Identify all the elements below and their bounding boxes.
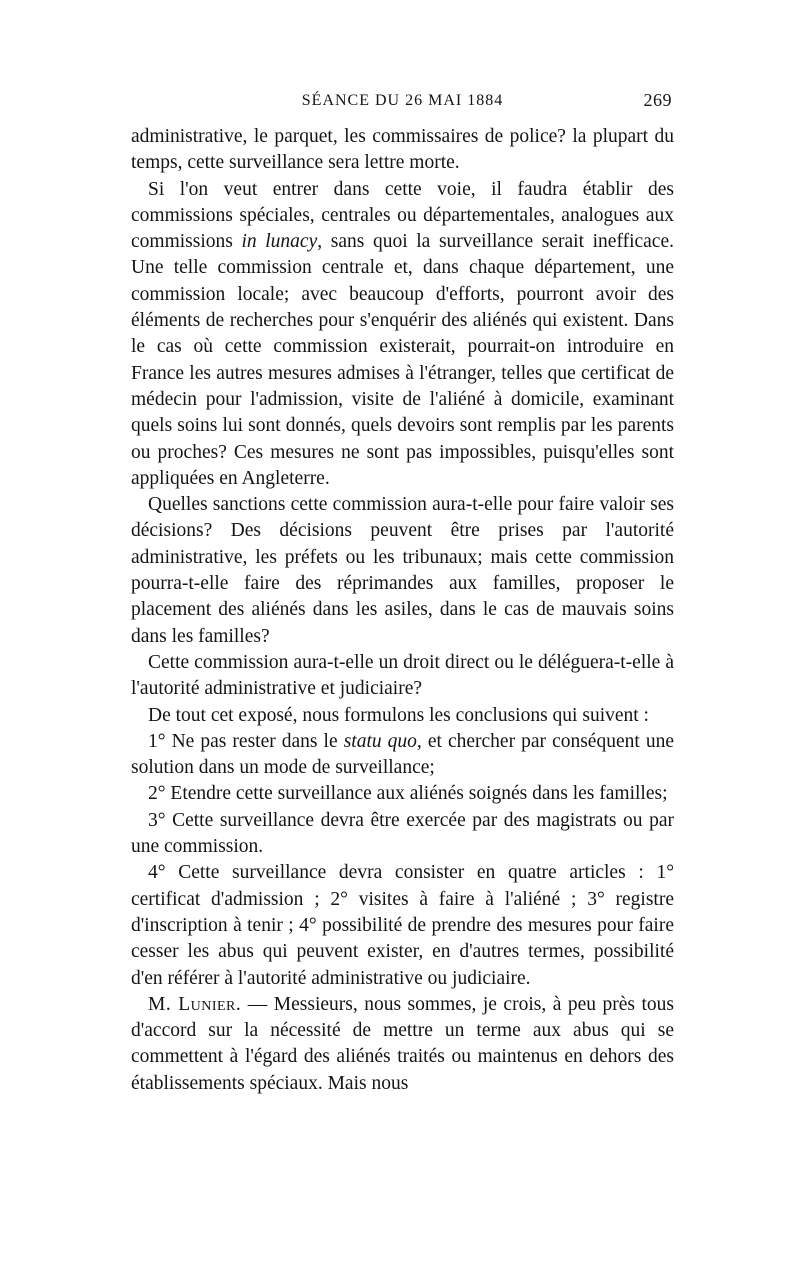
paragraph — [131, 781, 674, 807]
text-run: 2° Etendre cette surveillance aux aliénés soignés dans les familles; — [148, 783, 668, 805]
page-number: 269 — [643, 90, 672, 110]
text-run: Si l'on veut entrer dans cette voie, il faudra établir des commissions spéciales, centrales ou départementales, analogues aux commissions — [131, 178, 674, 253]
body-text — [131, 124, 674, 1097]
italic-phrase: in lunacy — [241, 231, 318, 253]
paragraph — [131, 124, 674, 177]
italic-phrase: statu quo — [343, 730, 417, 752]
speaker-name: M. Lunier. — [148, 993, 242, 1015]
text-run: administrative, le parquet, les commissaires de police? la plupart du temps, cette surveillance sera lettre morte. — [131, 126, 674, 174]
paragraph — [131, 703, 674, 729]
text-run: 1° Ne pas rester dans le — [148, 730, 344, 752]
paragraph — [131, 492, 674, 650]
text-run: 3° Cette surveillance devra être exercée par des magistrats ou par une commission. — [131, 809, 674, 858]
text-run: Quelles sanctions cette commission aura-t-elle pour faire valoir ses décisions? Des décisions peuvent être prises par l'autorité administrative, les préfets ou les tribunaux; mais cette commission pourra-t-elle faire des réprimandes aux familles, proposer le placement des aliénés dans les asiles, dans le cas de mauvais soins dans les familles? — [131, 494, 674, 647]
paragraph — [131, 808, 674, 861]
paragraph — [131, 860, 674, 991]
text-run: De tout cet exposé, nous formulons les conclusions qui suivent : — [148, 704, 649, 726]
text-run: , sans quoi la surveillance serait inefficace. Une telle commission centrale et, dans chaque département, une commission locale; avec beaucoup d'efforts, pourront avoir des éléments de recherches pour s'enquérir des aliénés qui existent. Dans le cas où cette commission existerait, pourrait-on introduire en France les autres mesures admises à l'étranger, telles que certificat de médecin pour l'admission, visite de l'aliéné à domicile, examinant quels soins lui sont donnés, quels devoirs sont remplis par les parents ou proches? Ces mesures ne sont pas impossibles, puisqu'elles sont appliquées en Angleterre. — [131, 231, 674, 489]
text-run: — Messieurs, nous sommes, je crois, à peu près tous d'accord sur la nécessité de mettre un terme aux abus qui se commettent à l'égard des aliénés traités ou maintenus en dehors des établissements spéciaux. Mais nous — [131, 993, 674, 1094]
text-run: Cette commission aura-t-elle un droit direct ou le déléguera-t-elle à l'autorité administrative et judiciaire? — [131, 651, 674, 700]
book-page — [131, 90, 674, 1097]
paragraph — [131, 177, 674, 493]
paragraph — [131, 992, 674, 1097]
text-run: 4° Cette surveillance devra consister en quatre articles : 1° certificat d'admission ; 2° visites à faire à l'aliéné ; 3° registre d'inscription à tenir ; 4° possibilité de prendre des mesures pour faire cesser les abus qui peuvent exister, en d'autres termes, possibilité d'en référer à l'autorité administrative ou judiciaire. — [131, 862, 674, 989]
paragraph — [131, 650, 674, 703]
running-head: SÉANCE DU 26 MAI 1884 — [301, 92, 504, 109]
text-run: , et chercher par conséquent une solution dans un mode de surveillance; — [131, 730, 674, 779]
page-header — [131, 90, 674, 120]
paragraph — [131, 729, 674, 782]
